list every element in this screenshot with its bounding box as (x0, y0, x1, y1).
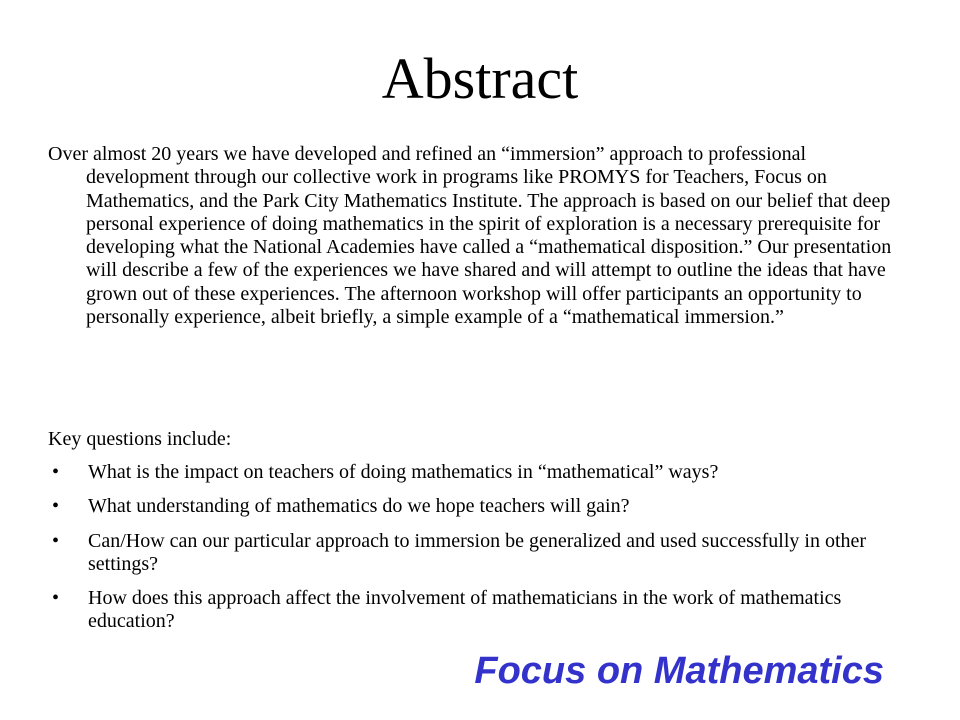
key-question-text: Can/How can our particular approach to immersion be generalized and used successfully in other settings? (88, 529, 867, 575)
key-questions-list (48, 461, 908, 645)
key-question-text: What is the impact on teachers of doing mathematics in “mathematical” ways? (88, 461, 719, 483)
bullet-icon: • (52, 495, 60, 518)
bullet-icon: • (52, 587, 60, 610)
bullet-icon: • (52, 461, 60, 483)
key-question-item (48, 461, 908, 484)
footer-brand-text: Focus on Mathematics (474, 650, 884, 692)
key-question-item (48, 495, 908, 518)
key-questions-intro: Key questions include: (48, 428, 232, 450)
key-question-text: What understanding of mathematics do we hope teachers will gain? (88, 495, 630, 518)
slide-title: Abstract (381, 46, 579, 111)
key-question-item (48, 530, 908, 577)
abstract-paragraph: Over almost 20 years we have developed and refined an “immersion” approach to professional development through our collective work in programs like PROMYS for Teachers, Focus on Mathematics, and the Park City Mathematics Institute. The approach is based on our belief that deep personal experience of doing mathematics in the spirit of exploration is a necessary prerequisite for developing what the National Academies have called a “mathematical disposition.” Our presentation will describe a few of the experiences we have shared and will attempt to outline the ideas that have grown out of these experiences. The afternoon workshop will offer participants an opportunity to personally experience, albeit briefly, a simple example of a “mathematical immersion.” (48, 143, 892, 329)
key-question-item (48, 587, 908, 634)
bullet-icon: • (52, 529, 60, 552)
key-question-text: How does this approach affect the involvement of mathematicians in the work of mathematics education? (88, 587, 842, 633)
